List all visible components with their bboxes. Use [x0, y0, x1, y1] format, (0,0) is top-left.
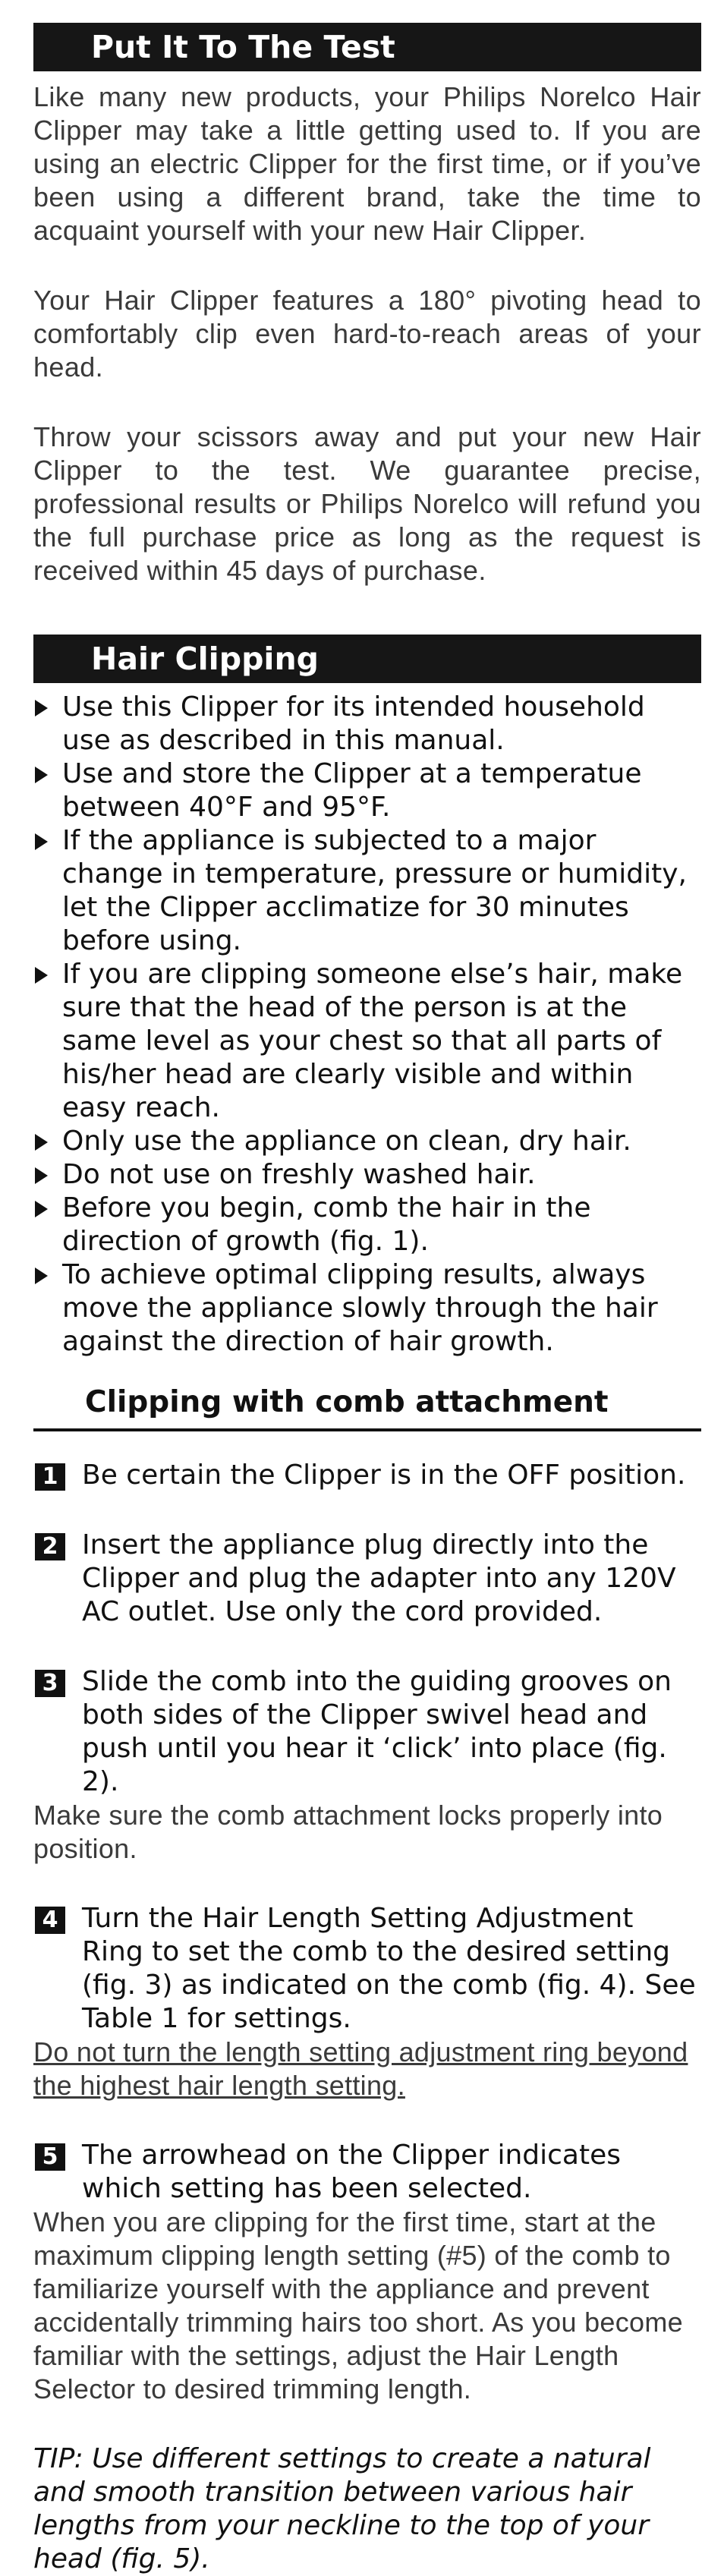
step-4: [33, 1902, 701, 2036]
step-5: [33, 2139, 701, 2206]
step-2: [33, 1529, 701, 1629]
section-title-put-it-to-the-test: Put It To The Test: [33, 23, 701, 71]
manual-page: [33, 23, 701, 2576]
step-text: Be certain the Clipper is in the OFF position.: [82, 1460, 686, 1491]
list-item: To achieve optimal clipping results, always move the appliance slowly through the hair against the direction of hair growth.: [33, 1258, 701, 1359]
step-1: [33, 1459, 701, 1492]
step-3: [33, 1665, 701, 1799]
list-item: Only use the appliance on clean, dry hair.: [33, 1125, 701, 1158]
subsection-title-clipping-with-comb: Clipping with comb attachment: [33, 1381, 701, 1431]
guarantee-paragraph: Throw your scissors away and put your new Hair Clipper to the test. We guarantee precise, professional results or Philips Norelco will refund you the full purchase price as long as the request is received within 45 days of purchase.: [33, 421, 701, 586]
bullet-triangle-icon: [35, 1268, 48, 1284]
step-number-badge: 3: [35, 1670, 65, 1697]
step-3-note: Make sure the comb attachment locks properly into position.: [33, 1800, 663, 1864]
step-text: The arrowhead on the Clipper indicates which setting has been selected.: [82, 2140, 622, 2204]
list-item: Before you begin, comb the hair in the direction of growth (fig. 1).: [33, 1192, 701, 1258]
intro-paragraph: Like many new products, your Philips Norelco Hair Clipper may take a little getting used to. If you are using an electric Clipper for the first time, or if you’ve been using a different brand, take the time to acquaint yourself with your new Hair Clipper.: [33, 81, 701, 246]
bullet-triangle-icon: [35, 1201, 48, 1217]
step-5-note: When you are clipping for the first time, start at the maximum clipping length setting (#5) of the comb to familiarize yourself with the appliance and prevent accidentally trimming hairs too short. As you become familiar with the settings, adjust the Hair Length Selector to desired trimming length.: [33, 2206, 683, 2404]
bullet-triangle-icon: [35, 967, 48, 984]
bullet-triangle-icon: [35, 767, 48, 783]
tip-text: TIP: Use different settings to create a natural and smooth transition between various hair lengths from your neckline to the top of your head (fig. 5).: [33, 2443, 651, 2574]
bullet-triangle-icon: [35, 1167, 48, 1184]
bullet-triangle-icon: [35, 833, 48, 850]
step-4-warning-note: Do not turn the length setting adjustment ring beyond the highest hair length setting.: [33, 2036, 688, 2101]
bullet-triangle-icon: [35, 1134, 48, 1151]
step-text: Insert the appliance plug directly into the Clipper and plug the adapter into any 120V AC outlet. Use only the cord provided.: [82, 1529, 676, 1627]
pivoting-head-paragraph: Your Hair Clipper features a 180° pivoting head to comfortably clip even hard-to-reach areas of your head.: [33, 285, 701, 383]
step-number-badge: 2: [35, 1533, 65, 1560]
bullet-triangle-icon: [35, 700, 48, 716]
list-item: Use this Clipper for its intended household use as described in this manual.: [33, 691, 701, 757]
step-number-badge: 1: [35, 1463, 65, 1491]
list-item: If you are clipping someone else’s hair, make sure that the head of the person is at the same level as your chest so that all parts of his/her head are clearly visible and within easy reach.: [33, 958, 701, 1125]
step-text: Slide the comb into the guiding grooves on both sides of the Clipper swivel head and push until you hear it ‘click’ into place (fig. 2).: [82, 1666, 672, 1797]
list-item: If the appliance is subjected to a major change in temperature, pressure or humidity, let the Clipper acclimatize for 30 minutes before using.: [33, 824, 701, 958]
section-title-hair-clipping: Hair Clipping: [33, 635, 701, 683]
hair-clipping-bullet-list: [33, 691, 701, 1359]
step-number-badge: 5: [35, 2143, 65, 2171]
list-item: Use and store the Clipper at a temperatue between 40°F and 95°F.: [33, 757, 701, 824]
step-text: Turn the Hair Length Setting Adjustment Ring to set the comb to the desired setting (fig. 3) as indicated on the comb (fig. 4). See Table 1 for settings.: [82, 1903, 696, 2034]
step-number-badge: 4: [35, 1907, 65, 1934]
list-item: Do not use on freshly washed hair.: [33, 1158, 701, 1192]
